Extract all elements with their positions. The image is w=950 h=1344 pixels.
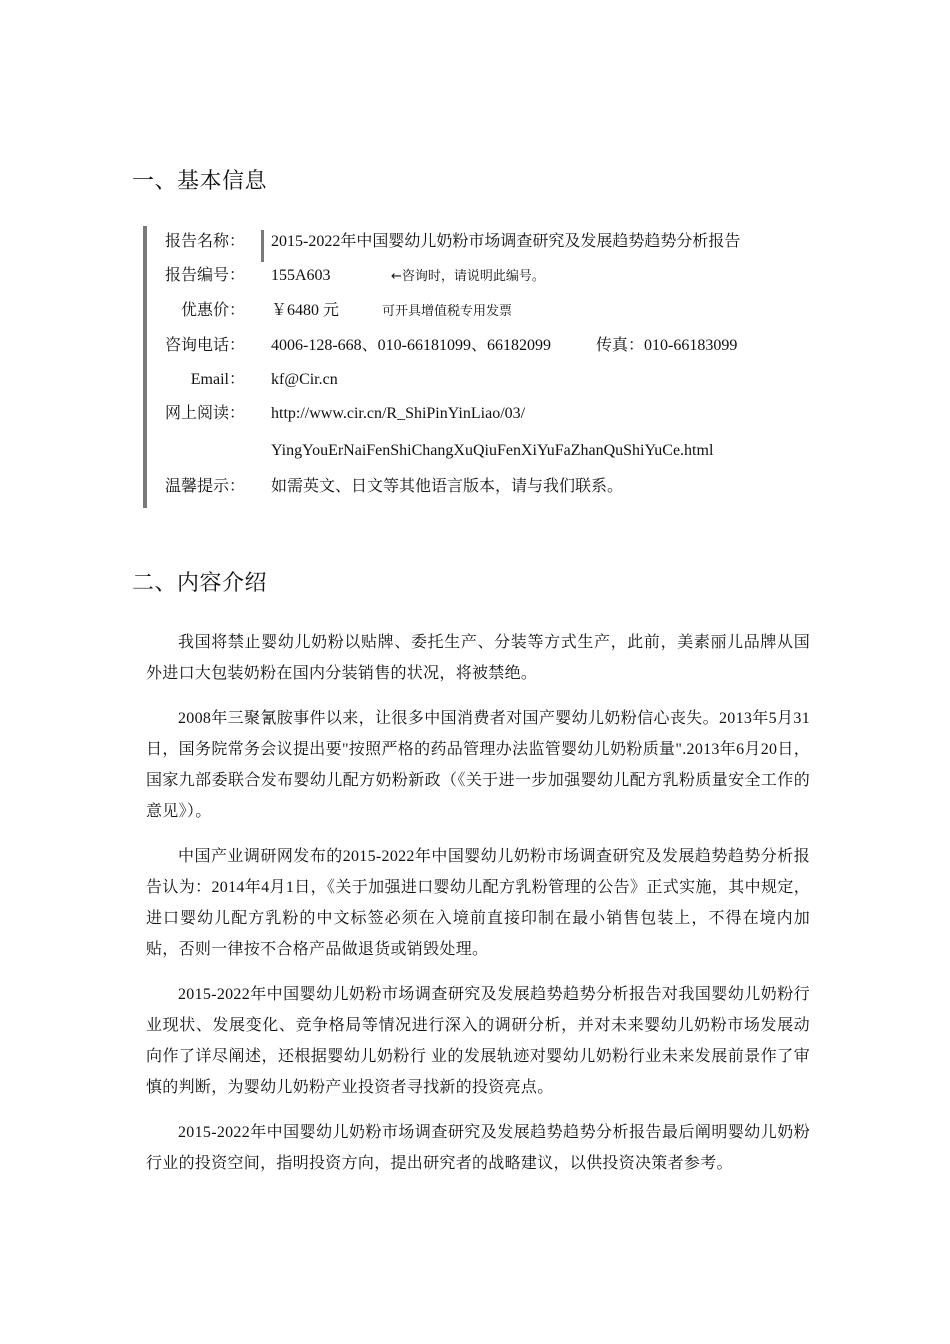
online-url-line2[interactable]: YingYouErNaiFenShiChangXuQiuFenXiYuFaZhanQuShiYuCe.html (271, 442, 714, 459)
content-paragraph: 我国将禁止婴幼儿奶粉以贴牌、委托生产、分装等方式生产，此前，美素丽儿品牌从国外进口大包装奶粉在国内分装销售的状况，将被禁绝。 (146, 634, 810, 682)
section-heading-content: 二、内容介绍 (132, 571, 268, 596)
content-paragraph: 2015-2022年中国婴幼儿奶粉市场调查研究及发展趋势趋势分析报告最后阐明婴幼儿奶粉行业的投资空间，指明投资方向，提出研究者的战略建议，以供投资决策者参考。 (146, 1124, 810, 1172)
email-link[interactable]: kf@Cir.cn (271, 371, 338, 388)
report-name-value: 2015-2022年中国婴幼儿奶粉市场调查研究及发展趋势趋势分析报告 (271, 233, 741, 250)
section-heading-basic-info: 一、基本信息 (132, 169, 268, 194)
info-row-tip (147, 474, 827, 500)
report-code-note (391, 263, 545, 290)
info-row-email (147, 367, 827, 393)
info-row-report-code (147, 263, 827, 289)
phone-label: 咨询电话： (164, 337, 245, 354)
report-code-note-text: 咨询时，请说明此编号。 (401, 268, 545, 283)
phone-value: 4006-128-668、010-66181099、66182099 (271, 337, 551, 354)
price-label: 优惠价： (180, 302, 245, 319)
report-code-value: 155A603 (271, 267, 331, 284)
info-row-phone (147, 333, 827, 359)
content-body (146, 627, 810, 1193)
content-paragraph: 2015-2022年中国婴幼儿奶粉市场调查研究及发展趋势趋势分析报告对我国婴幼儿奶粉行业现状、发展变化、竞争格局等情况进行深入的调研分析，并对未来婴幼儿奶粉市场发展动向作了详尽阐述，还根据婴幼儿奶粉行 业的发展轨迹对婴幼儿奶粉行业未来发展前景作了审慎的判断，为婴幼儿奶粉产业投资者寻找新的投资亮点。 (146, 986, 810, 1096)
left-arrow-icon: ← (391, 269, 402, 284)
info-row-report-name (147, 229, 827, 255)
tip-label: 温馨提示： (164, 478, 245, 495)
tip-value: 如需英文、日文等其他语言版本，请与我们联系。 (271, 478, 624, 495)
price-value: ￥6480 元 (271, 302, 340, 319)
basic-info-box (143, 226, 827, 508)
online-url-line1[interactable]: http://www.cir.cn/R_ShiPinYinLiao/03/ (271, 405, 526, 422)
email-label: Email： (190, 371, 245, 388)
fax-value: 传真：010-66183099 (596, 337, 738, 354)
report-code-label: 报告编号： (164, 267, 245, 284)
price-note: 可开具增值税专用发票 (382, 303, 513, 318)
report-name-marker (261, 230, 264, 262)
report-name-label: 报告名称： (164, 233, 245, 250)
info-row-online-cont (147, 438, 827, 464)
content-paragraph: 中国产业调研网发布的2015-2022年中国婴幼儿奶粉市场调查研究及发展趋势趋势分析报告认为：2014年4月1日，《关于加强进口婴幼儿配方乳粉管理的公告》正式实施，其中规定，进口婴幼儿配方乳粉的中文标签必须在入境前直接印制在最小销售包装上，不得在境内加贴，否则一律按不合格产品做退货或销毁处理。 (146, 848, 810, 958)
content-paragraph: 2008年三聚氰胺事件以来，让很多中国消费者对国产婴幼儿奶粉信心丧失。2013年5月31日，国务院常务会议提出要"按照严格的药品管理办法监管婴幼儿奶粉质量".2013年6月20日，国家九部委联合发布婴幼儿配方奶粉新政（《关于进一步加强婴幼儿配方乳粉质量安全工作的意见》）。 (146, 710, 810, 820)
info-row-price (147, 298, 827, 324)
online-label: 网上阅读： (164, 405, 245, 422)
info-row-online (147, 401, 827, 427)
